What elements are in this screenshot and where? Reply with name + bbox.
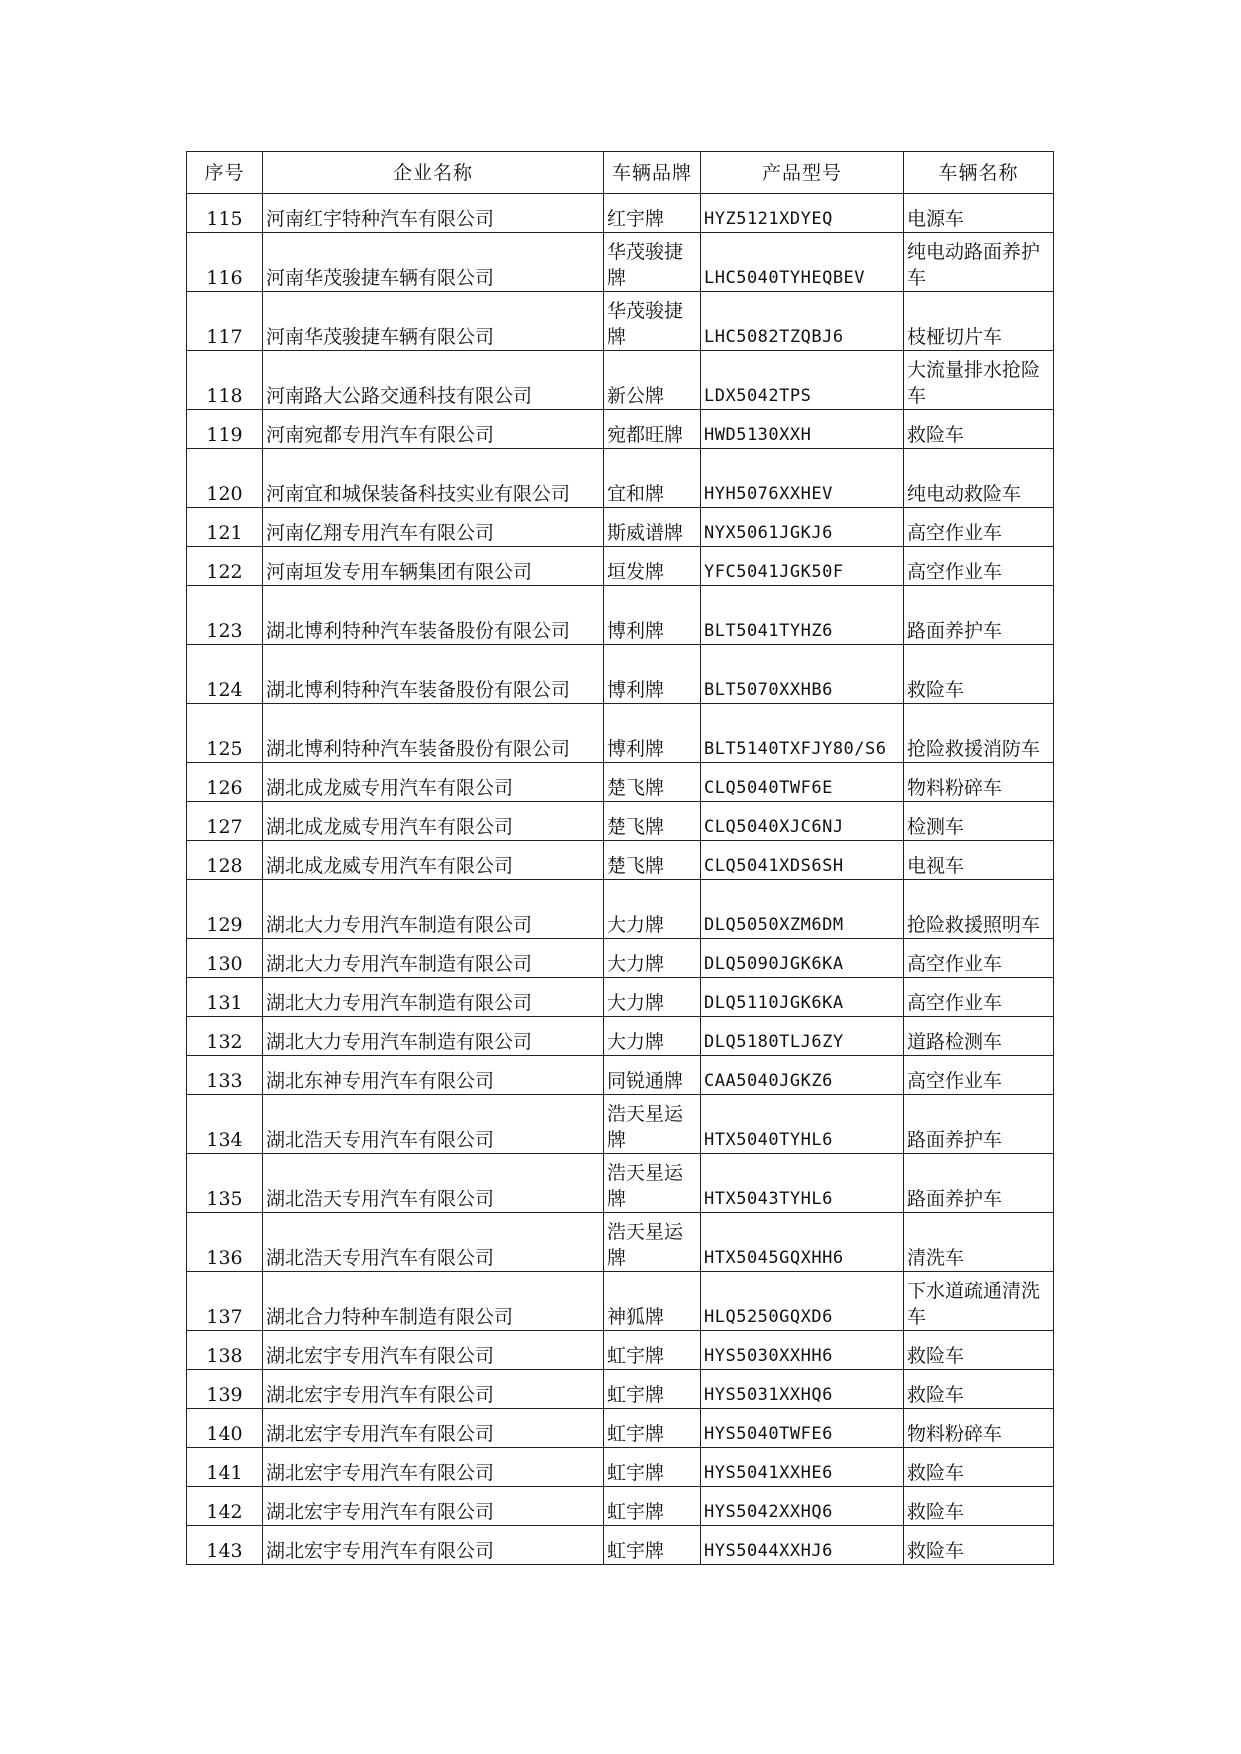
cell-seq: 117 xyxy=(187,292,263,351)
cell-seq: 137 xyxy=(187,1272,263,1331)
cell-brand: 大力牌 xyxy=(604,978,701,1017)
cell-model: NYX5061JGKJ6 xyxy=(701,508,904,547)
cell-brand: 大力牌 xyxy=(604,880,701,939)
cell-seq: 142 xyxy=(187,1487,263,1526)
cell-vehicle-name: 枝桠切片车 xyxy=(904,292,1054,351)
cell-model: HYS5040TWFE6 xyxy=(701,1409,904,1448)
cell-brand: 新公牌 xyxy=(604,351,701,410)
cell-company: 湖北合力特种车制造有限公司 xyxy=(263,1272,604,1331)
cell-brand: 华茂骏捷牌 xyxy=(604,233,701,292)
cell-brand: 博利牌 xyxy=(604,586,701,645)
cell-brand: 大力牌 xyxy=(604,1017,701,1056)
cell-vehicle-name: 高空作业车 xyxy=(904,978,1054,1017)
cell-model: HTX5043TYHL6 xyxy=(701,1154,904,1213)
cell-company: 湖北大力专用汽车制造有限公司 xyxy=(263,939,604,978)
cell-company: 河南垣发专用车辆集团有限公司 xyxy=(263,547,604,586)
cell-brand: 神狐牌 xyxy=(604,1272,701,1331)
cell-company: 河南亿翔专用汽车有限公司 xyxy=(263,508,604,547)
cell-company: 湖北大力专用汽车制造有限公司 xyxy=(263,978,604,1017)
cell-model: HYS5031XXHQ6 xyxy=(701,1370,904,1409)
cell-brand: 虹宇牌 xyxy=(604,1487,701,1526)
table-row xyxy=(187,763,1054,802)
cell-vehicle-name: 高空作业车 xyxy=(904,508,1054,547)
cell-vehicle-name: 路面养护车 xyxy=(904,1154,1054,1213)
cell-vehicle-name: 下水道疏通清洗车 xyxy=(904,1272,1054,1331)
cell-model: YFC5041JGK50F xyxy=(701,547,904,586)
cell-company: 湖北宏宇专用汽车有限公司 xyxy=(263,1370,604,1409)
cell-seq: 122 xyxy=(187,547,263,586)
cell-brand: 华茂骏捷牌 xyxy=(604,292,701,351)
table-header-row xyxy=(187,152,1054,194)
cell-brand: 大力牌 xyxy=(604,939,701,978)
cell-vehicle-name: 路面养护车 xyxy=(904,1095,1054,1154)
cell-company: 湖北宏宇专用汽车有限公司 xyxy=(263,1409,604,1448)
cell-vehicle-name: 高空作业车 xyxy=(904,939,1054,978)
cell-model: HYS5041XXHE6 xyxy=(701,1448,904,1487)
table-row xyxy=(187,704,1054,763)
cell-model: HYS5030XXHH6 xyxy=(701,1331,904,1370)
cell-model: HYZ5121XDYEQ xyxy=(701,194,904,233)
cell-seq: 138 xyxy=(187,1331,263,1370)
table-row xyxy=(187,194,1054,233)
table-row xyxy=(187,1409,1054,1448)
cell-company: 湖北浩天专用汽车有限公司 xyxy=(263,1154,604,1213)
cell-brand: 虹宇牌 xyxy=(604,1331,701,1370)
cell-vehicle-name: 电视车 xyxy=(904,841,1054,880)
cell-brand: 楚飞牌 xyxy=(604,763,701,802)
cell-vehicle-name: 大流量排水抢险车 xyxy=(904,351,1054,410)
cell-seq: 130 xyxy=(187,939,263,978)
cell-seq: 135 xyxy=(187,1154,263,1213)
cell-company: 湖北大力专用汽车制造有限公司 xyxy=(263,880,604,939)
table-row xyxy=(187,410,1054,449)
table-row xyxy=(187,1213,1054,1272)
cell-brand: 同锐通牌 xyxy=(604,1056,701,1095)
table-row xyxy=(187,586,1054,645)
cell-company: 湖北博利特种汽车装备股份有限公司 xyxy=(263,645,604,704)
table-row xyxy=(187,880,1054,939)
cell-vehicle-name: 路面养护车 xyxy=(904,586,1054,645)
cell-company: 湖北宏宇专用汽车有限公司 xyxy=(263,1448,604,1487)
cell-seq: 140 xyxy=(187,1409,263,1448)
cell-company: 湖北成龙威专用汽车有限公司 xyxy=(263,763,604,802)
cell-vehicle-name: 道路检测车 xyxy=(904,1017,1054,1056)
cell-seq: 119 xyxy=(187,410,263,449)
cell-seq: 124 xyxy=(187,645,263,704)
cell-vehicle-name: 纯电动救险车 xyxy=(904,449,1054,508)
header-company: 企业名称 xyxy=(263,152,604,194)
header-model: 产品型号 xyxy=(701,152,904,194)
cell-brand: 博利牌 xyxy=(604,645,701,704)
cell-model: DLQ5090JGK6KA xyxy=(701,939,904,978)
cell-company: 湖北浩天专用汽车有限公司 xyxy=(263,1213,604,1272)
table-body xyxy=(187,194,1054,1565)
table-row xyxy=(187,1526,1054,1565)
table-row xyxy=(187,645,1054,704)
cell-company: 河南宜和城保装备科技实业有限公司 xyxy=(263,449,604,508)
cell-model: CLQ5040TWF6E xyxy=(701,763,904,802)
header-brand: 车辆品牌 xyxy=(604,152,701,194)
cell-seq: 134 xyxy=(187,1095,263,1154)
table-row xyxy=(187,1370,1054,1409)
table-row xyxy=(187,547,1054,586)
cell-model: HYS5044XXHJ6 xyxy=(701,1526,904,1565)
cell-vehicle-name: 电源车 xyxy=(904,194,1054,233)
cell-vehicle-name: 救险车 xyxy=(904,1448,1054,1487)
cell-vehicle-name: 救险车 xyxy=(904,1331,1054,1370)
cell-seq: 118 xyxy=(187,351,263,410)
cell-seq: 125 xyxy=(187,704,263,763)
table-row xyxy=(187,508,1054,547)
table-row xyxy=(187,351,1054,410)
cell-vehicle-name: 物料粉碎车 xyxy=(904,763,1054,802)
cell-company: 湖北宏宇专用汽车有限公司 xyxy=(263,1526,604,1565)
table-row xyxy=(187,233,1054,292)
table-row xyxy=(187,1154,1054,1213)
cell-vehicle-name: 救险车 xyxy=(904,645,1054,704)
cell-company: 湖北成龙威专用汽车有限公司 xyxy=(263,841,604,880)
table-row xyxy=(187,449,1054,508)
cell-company: 湖北大力专用汽车制造有限公司 xyxy=(263,1017,604,1056)
cell-company: 河南路大公路交通科技有限公司 xyxy=(263,351,604,410)
cell-company: 河南华茂骏捷车辆有限公司 xyxy=(263,233,604,292)
table-row xyxy=(187,978,1054,1017)
cell-model: HLQ5250GQXD6 xyxy=(701,1272,904,1331)
cell-brand: 博利牌 xyxy=(604,704,701,763)
cell-model: LHC5082TZQBJ6 xyxy=(701,292,904,351)
cell-brand: 浩天星运牌 xyxy=(604,1095,701,1154)
table-row xyxy=(187,1056,1054,1095)
header-vehicle-name: 车辆名称 xyxy=(904,152,1054,194)
cell-model: HWD5130XXH xyxy=(701,410,904,449)
cell-brand: 楚飞牌 xyxy=(604,802,701,841)
cell-brand: 浩天星运牌 xyxy=(604,1154,701,1213)
cell-vehicle-name: 物料粉碎车 xyxy=(904,1409,1054,1448)
cell-brand: 垣发牌 xyxy=(604,547,701,586)
cell-model: HTX5040TYHL6 xyxy=(701,1095,904,1154)
cell-brand: 虹宇牌 xyxy=(604,1409,701,1448)
cell-model: LHC5040TYHEQBEV xyxy=(701,233,904,292)
cell-company: 湖北成龙威专用汽车有限公司 xyxy=(263,802,604,841)
cell-model: DLQ5180TLJ6ZY xyxy=(701,1017,904,1056)
cell-seq: 128 xyxy=(187,841,263,880)
cell-seq: 129 xyxy=(187,880,263,939)
cell-seq: 139 xyxy=(187,1370,263,1409)
table-row xyxy=(187,841,1054,880)
cell-brand: 虹宇牌 xyxy=(604,1448,701,1487)
cell-seq: 143 xyxy=(187,1526,263,1565)
table-row xyxy=(187,1272,1054,1331)
cell-vehicle-name: 救险车 xyxy=(904,1370,1054,1409)
cell-vehicle-name: 清洗车 xyxy=(904,1213,1054,1272)
cell-model: DLQ5110JGK6KA xyxy=(701,978,904,1017)
cell-company: 河南华茂骏捷车辆有限公司 xyxy=(263,292,604,351)
cell-brand: 红宇牌 xyxy=(604,194,701,233)
table-row xyxy=(187,1017,1054,1056)
table-row xyxy=(187,292,1054,351)
cell-seq: 126 xyxy=(187,763,263,802)
cell-seq: 120 xyxy=(187,449,263,508)
cell-brand: 楚飞牌 xyxy=(604,841,701,880)
cell-vehicle-name: 抢险救援照明车 xyxy=(904,880,1054,939)
cell-model: CAA5040JGKZ6 xyxy=(701,1056,904,1095)
cell-seq: 121 xyxy=(187,508,263,547)
cell-company: 湖北东神专用汽车有限公司 xyxy=(263,1056,604,1095)
cell-model: CLQ5040XJC6NJ xyxy=(701,802,904,841)
cell-model: HTX5045GQXHH6 xyxy=(701,1213,904,1272)
cell-seq: 131 xyxy=(187,978,263,1017)
cell-model: BLT5041TYHZ6 xyxy=(701,586,904,645)
cell-seq: 136 xyxy=(187,1213,263,1272)
cell-company: 湖北博利特种汽车装备股份有限公司 xyxy=(263,704,604,763)
cell-seq: 127 xyxy=(187,802,263,841)
cell-brand: 宜和牌 xyxy=(604,449,701,508)
cell-vehicle-name: 救险车 xyxy=(904,410,1054,449)
cell-vehicle-name: 检测车 xyxy=(904,802,1054,841)
cell-model: HYH5076XXHEV xyxy=(701,449,904,508)
cell-brand: 虹宇牌 xyxy=(604,1526,701,1565)
cell-vehicle-name: 救险车 xyxy=(904,1487,1054,1526)
cell-model: LDX5042TPS xyxy=(701,351,904,410)
cell-vehicle-name: 高空作业车 xyxy=(904,1056,1054,1095)
cell-company: 河南红宇特种汽车有限公司 xyxy=(263,194,604,233)
vehicle-list-table xyxy=(186,151,1054,1565)
cell-company: 湖北浩天专用汽车有限公司 xyxy=(263,1095,604,1154)
cell-company: 湖北宏宇专用汽车有限公司 xyxy=(263,1331,604,1370)
cell-seq: 115 xyxy=(187,194,263,233)
cell-model: CLQ5041XDS6SH xyxy=(701,841,904,880)
cell-brand: 宛都旺牌 xyxy=(604,410,701,449)
cell-seq: 133 xyxy=(187,1056,263,1095)
header-seq: 序号 xyxy=(187,152,263,194)
table-row xyxy=(187,939,1054,978)
cell-brand: 浩天星运牌 xyxy=(604,1213,701,1272)
cell-seq: 141 xyxy=(187,1448,263,1487)
cell-model: BLT5070XXHB6 xyxy=(701,645,904,704)
cell-vehicle-name: 救险车 xyxy=(904,1526,1054,1565)
cell-seq: 132 xyxy=(187,1017,263,1056)
cell-brand: 虹宇牌 xyxy=(604,1370,701,1409)
table-row xyxy=(187,1448,1054,1487)
cell-model: BLT5140TXFJY80/S6 xyxy=(701,704,904,763)
cell-brand: 斯威谱牌 xyxy=(604,508,701,547)
table-row xyxy=(187,1487,1054,1526)
cell-company: 湖北宏宇专用汽车有限公司 xyxy=(263,1487,604,1526)
cell-model: DLQ5050XZM6DM xyxy=(701,880,904,939)
cell-company: 湖北博利特种汽车装备股份有限公司 xyxy=(263,586,604,645)
cell-vehicle-name: 抢险救援消防车 xyxy=(904,704,1054,763)
table-row xyxy=(187,802,1054,841)
cell-vehicle-name: 高空作业车 xyxy=(904,547,1054,586)
table-row xyxy=(187,1095,1054,1154)
cell-model: HYS5042XXHQ6 xyxy=(701,1487,904,1526)
cell-seq: 116 xyxy=(187,233,263,292)
table-row xyxy=(187,1331,1054,1370)
cell-seq: 123 xyxy=(187,586,263,645)
cell-company: 河南宛都专用汽车有限公司 xyxy=(263,410,604,449)
cell-vehicle-name: 纯电动路面养护车 xyxy=(904,233,1054,292)
